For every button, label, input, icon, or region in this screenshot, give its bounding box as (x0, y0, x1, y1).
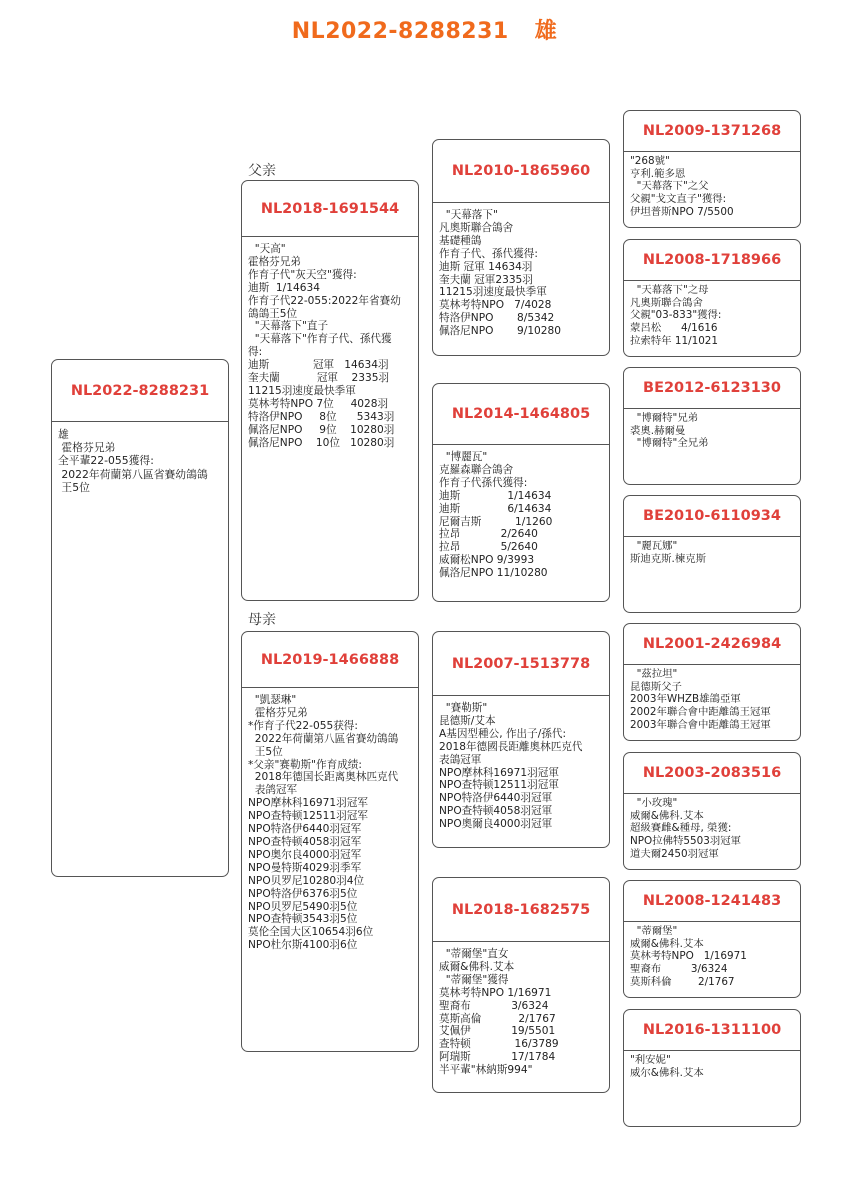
dds-details: "蒂爾堡" 威爾&佛科.艾本 莫林考特NPO 1/16971 聖裔布 3/6324 莫斯科倫 2/1767 (630, 925, 747, 988)
dam-details: "凱瑟琳" 霍格芬兄弟 *作育子代22-055获得: 2022年荷蘭第八區省賽幼鴿鴿 王5位 *父亲"赛勒斯"作育成绩: 2018年德国长距离奥林匹克代 表鸽冠军 NPO摩林科16971羽冠军 NPO查特顿12511羽冠军 NPO特洛伊6440羽冠军 NPO查特顿4058羽冠军 NPO奥尔良4000羽冠军 NPO曼特斯4029羽季军 NPO贝罗尼10280羽4位 NPO特洛伊6376羽5位 NPO贝罗尼5490羽5位 NPO查特顿3543羽5位 莫伦全国大区10654羽6位 NPO杜尔斯4100羽6位 (248, 694, 399, 952)
dam-dam-card (432, 877, 610, 1093)
dds-card (623, 880, 801, 998)
ddd-card (623, 1009, 801, 1127)
subject-card (51, 359, 229, 877)
dsd-details: "小玫瑰" 威爾&佛科.艾本 超級賽雌&種母, 榮獲: NPO拉佛特5503羽冠軍 道夫爾2450羽冠軍 (630, 797, 742, 860)
dam-ring: NL2019-1466888 (242, 632, 418, 688)
ddd-details: "利安妮" 威尔&佛科.艾本 (630, 1054, 704, 1079)
subject-ring: NL2022-8288231 (52, 360, 228, 422)
sire-sire-details: "天幕落下" 凡奧斯聯合鴿舍 基礎種鴿 作育子代、孫代獲得: 迪斯 冠軍 14634羽 奎夫蘭 冠軍2335羽 11215羽速度最快季軍 莫林考特NPO 7/4028 特洛伊NPO 8/5342 佩洛尼NPO 9/10280 (439, 209, 562, 338)
dss-details: "茲拉坦" 昆德斯父子 2003年WHZB雄鴿亞軍 2002年聯合會中距離鴿王冠軍 2003年聯合會中距離鴿王冠軍 (630, 668, 771, 731)
sdd-details: "麗瓦娜" 斯迪克斯.楝克斯 (630, 540, 707, 565)
sire-details: "天高" 霍格芬兄弟 作育子代"灰天空"獲得: 迪斯 1/14634 作育子代22-055:2022年省賽幼 鴿鴿王5位 "天幕落下"直子 "天幕落下"作育子代、孫代獲 得: 迪斯 冠軍 14634羽 奎夫蘭 冠軍 2335羽 11215羽速度最快季軍 莫林考特NPO 7位 4028羽 特洛伊NPO 8位 5343羽 佩洛尼NPO 9位 10280羽 佩洛尼NPO 10位 10280羽 (248, 243, 401, 449)
dam-dam-ring: NL2018-1682575 (433, 878, 609, 942)
sss-ring: NL2009-1371268 (624, 111, 800, 152)
title-sex: 雄 (534, 19, 558, 44)
dsd-card (623, 752, 801, 870)
sire-ring: NL2018-1691544 (242, 181, 418, 237)
dam-card (241, 631, 419, 1052)
dss-ring: NL2001-2426984 (624, 624, 800, 665)
sdd-ring: BE2010-6110934 (624, 496, 800, 537)
sire-sire-ring: NL2010-1865960 (433, 140, 609, 203)
dsd-ring: NL2003-2083516 (624, 753, 800, 794)
sire-dam-card (432, 383, 610, 602)
dam-sire-details: "賽勒斯" 昆德斯/艾本 A基因型種公, 作出子/孫代: 2018年德國長距離奧林匹克代 表鴿冠軍 NPO摩林科16971羽冠軍 NPO查特顿12511羽冠軍 NPO特洛伊6440羽冠軍 NPO查特顿4058羽冠軍 NPO奧爾良4000羽冠軍 (439, 702, 583, 831)
sire-sire-card (432, 139, 610, 356)
page-title (0, 14, 849, 45)
subject-details: 雄 霍格芬兄弟 全平輩22-055獲得: 2022年荷蘭第八區省賽幼鴿鴿 王5位 (58, 428, 208, 494)
title-ring-number: NL2022-8288231 (291, 19, 509, 44)
dss-card (623, 623, 801, 741)
sire-dam-ring: NL2014-1464805 (433, 384, 609, 445)
sire-label: 父亲 (248, 163, 276, 179)
sss-details: "268號" 亨利.範多恩 "天幕落下"之父 父親"戈文直子"獲得: 伊坦普斯NPO 7/5500 (630, 155, 734, 218)
dds-ring: NL2008-1241483 (624, 881, 800, 922)
dam-label: 母亲 (248, 612, 276, 628)
sire-dam-details: "博麗瓦" 克羅森聯合鴿舍 作育子代孫代獲得: 迪斯 1/14634 迪斯 6/14634 尼爾吉斯 1/1260 拉昂 2/2640 拉昂 5/2640 威爾松NPO 9/3993 佩洛尼NPO 11/10280 (439, 451, 553, 580)
ssd-card (623, 239, 801, 357)
sds-ring: BE2012-6123130 (624, 368, 800, 409)
dam-sire-card (432, 631, 610, 848)
sdd-card (623, 495, 801, 613)
dam-sire-ring: NL2007-1513778 (433, 632, 609, 696)
sss-card (623, 110, 801, 228)
ddd-ring: NL2016-1311100 (624, 1010, 800, 1051)
ssd-details: "天幕落下"之母 凡奧斯聯合鴿舍 父親"03-833"獲得: 蒙呂松 4/1616 拉索特年 11/1021 (630, 284, 722, 347)
sire-card (241, 180, 419, 601)
sds-details: "博爾特"兄弟 裘奧.赫爾曼 "博爾特"全兄弟 (630, 412, 709, 450)
dam-dam-details: "蒂爾堡"直女 威爾&佛科.艾本 "蒂爾堡"獲得 莫林考特NPO 1/16971 聖裔布 3/6324 莫斯高倫 2/1767 艾佩伊 19/5501 查特顿 16/3789 阿瑞斯 17/1784 半平輩"林納斯994" (439, 948, 559, 1077)
ssd-ring: NL2008-1718966 (624, 240, 800, 281)
sds-card (623, 367, 801, 485)
